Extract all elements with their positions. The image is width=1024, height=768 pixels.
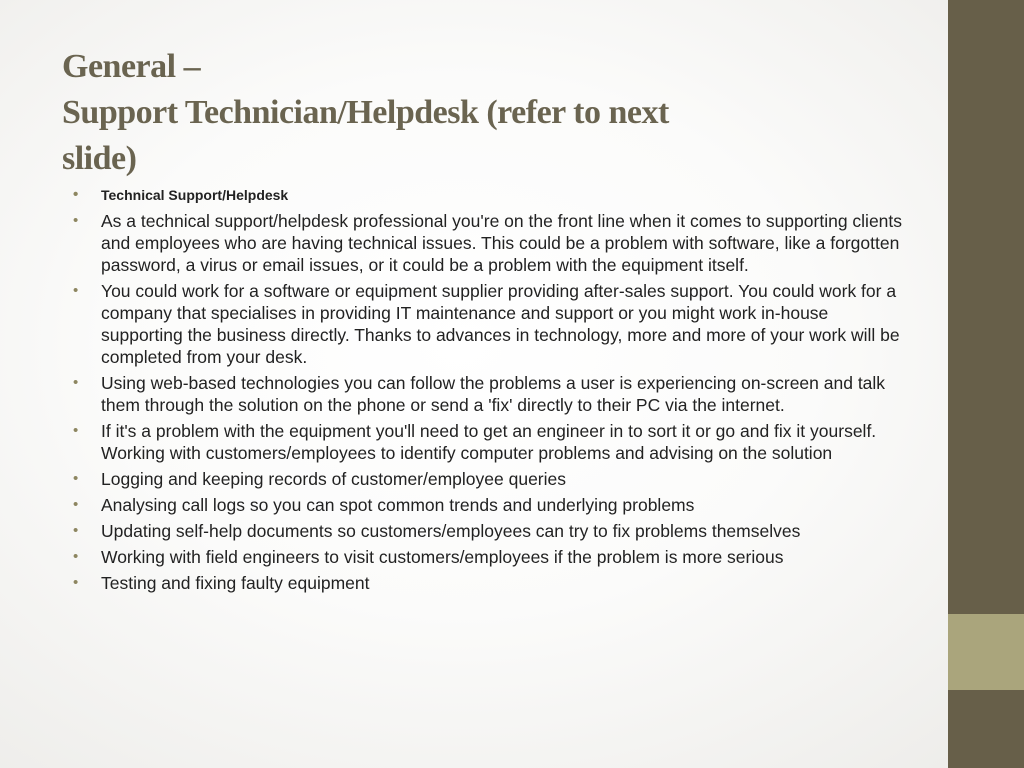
bullet-item: • Logging and keeping records of customer/employee queries xyxy=(73,468,903,490)
side-accent-block xyxy=(948,614,1024,690)
slide-title-line-3: slide) xyxy=(62,140,137,177)
bullet-item: • You could work for a software or equipment supplier providing after-sales support. You could work for a company that specialises in providing IT maintenance and support or you might work in-house supporting the business directly. Thanks to advances in technology, more and more of your work will be completed from your desk. xyxy=(73,280,903,368)
bullet-item xyxy=(73,420,903,464)
bullet-item: • As a technical support/helpdesk professional you're on the front line when it comes to supporting clients and employees who are having technical issues. This could be a problem with software, like a forgotten password, a virus or email issues, or it could be a problem with the equipment itself. xyxy=(73,210,903,276)
side-decoration-bar xyxy=(948,0,1024,768)
bullet-item: • Testing and fixing faulty equipment xyxy=(73,572,903,594)
bullet-item: • Technical Support/Helpdesk xyxy=(73,184,903,206)
bullet-item: • Analysing call logs so you can spot common trends and underlying problems xyxy=(73,494,903,516)
bullet-item: • Working with field engineers to visit customers/employees if the problem is more serious xyxy=(73,546,903,568)
slide-title xyxy=(62,44,862,182)
bullet-list xyxy=(73,184,903,598)
bullet-item: • Updating self-help documents so customers/employees can try to fix problems themselves xyxy=(73,520,903,542)
slide-title-line-2: Support Technician/Helpdesk (refer to next xyxy=(62,94,669,131)
bullet-item: • Using web-based technologies you can follow the problems a user is experiencing on-screen and talk them through the solution on the phone or send a 'fix' directly to their PC via the internet. xyxy=(73,372,903,416)
bullet-item-line: Working with customers/employees to identify computer problems and advising on the solution xyxy=(101,443,833,463)
slide-title-line-1: General – xyxy=(62,48,201,85)
bullet-item-line: • If it's a problem with the equipment you'll need to get an engineer in to sort it or go and fix it yourself. xyxy=(101,421,877,441)
